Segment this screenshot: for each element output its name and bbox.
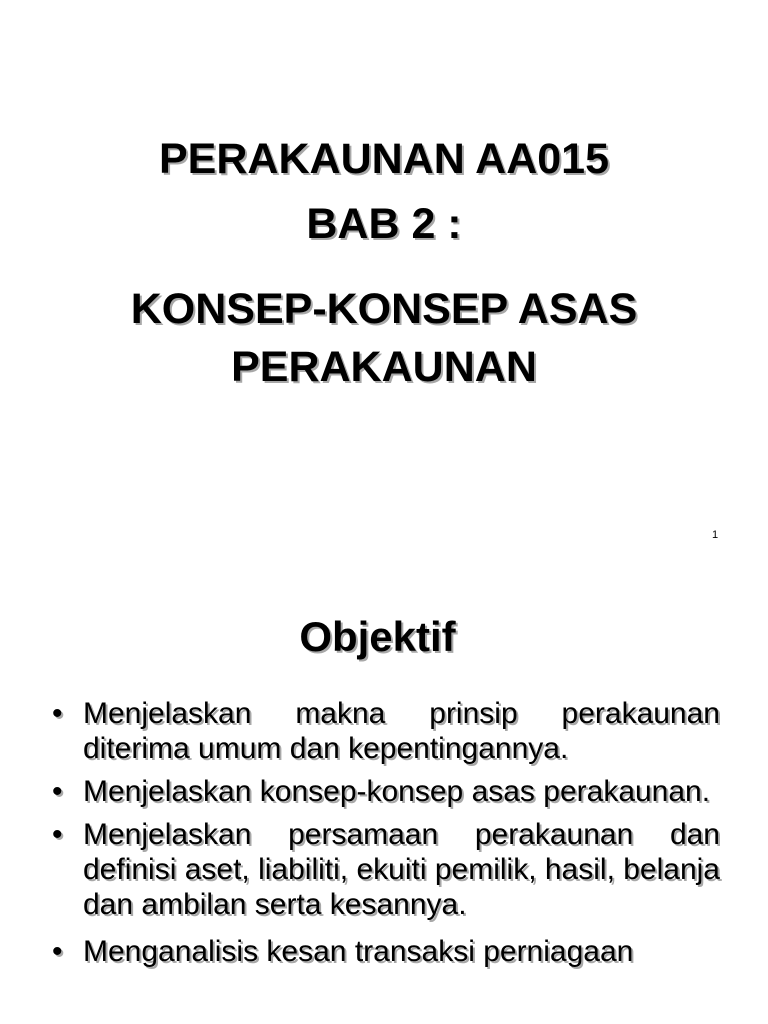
- slide-subtitle-line-2: PERAKAUNAN: [231, 343, 537, 391]
- bullet-icon: •: [52, 818, 63, 851]
- slide-title-line-1: PERAKAUNAN AA015: [159, 135, 609, 183]
- list-item-text: Menganalisis kesan transaksi perniagaan: [83, 935, 634, 968]
- bullet-icon: •: [52, 697, 63, 730]
- list-item-text: Menjelaskan makna prinsip perakaunan diterima umum dan kepentingannya.: [83, 697, 720, 765]
- list-item-text: Menjelaskan persamaan perakaunan dan definisi aset, liabiliti, ekuiti pemilik, hasil, belanja dan ambilan serta kesannya.: [83, 818, 720, 921]
- page-number: 1: [712, 529, 719, 541]
- list-item-text: Menjelaskan konsep-konsep asas perakaunan.: [83, 775, 711, 808]
- slide-subtitle-line-1: KONSEP-KONSEP ASAS: [130, 285, 638, 333]
- section-heading: Objektif: [299, 613, 456, 660]
- list-item: [48, 934, 720, 969]
- objective-list: [48, 696, 720, 977]
- slide-title-line-2: BAB 2 :: [306, 200, 462, 248]
- list-item: [48, 696, 720, 766]
- bullet-icon: •: [52, 775, 63, 808]
- list-item: [48, 817, 720, 922]
- list-item: [48, 774, 720, 809]
- bullet-icon: •: [52, 935, 63, 968]
